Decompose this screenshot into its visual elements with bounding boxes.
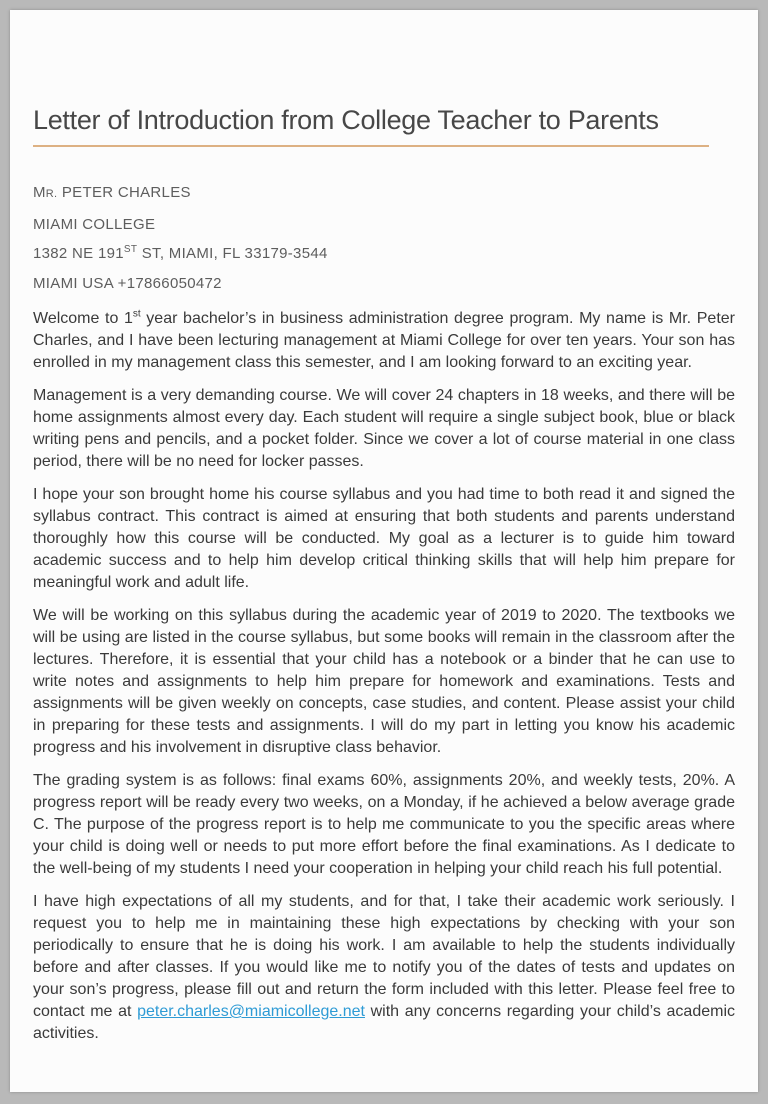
paragraph-welcome-post: year bachelor’s in business administration degree program. My name is Mr. Peter Charles, and I have been lecturing management at Miami College for over ten years. Your son has enrolled in my management class this semester, and I am looking forward to an exciting year. [33, 310, 735, 371]
paragraph-expectations-pre: I have high expectations of all my students, and for that, I take their academic work seriously. I request you to help me in maintaining these high expectations by checking with your son periodically to ensure that he is doing his work. I am available to help the students individually before and after classes. If you would like me to notify you of the dates of tests and updates on your son’s progress, please fill out and return the form included with this letter. Please feel free to contact me at [33, 893, 735, 1020]
sender-name [33, 178, 735, 210]
sender-contact: MIAMI USA +17866050472 [33, 274, 222, 292]
paragraph-expectations [33, 891, 735, 1045]
sender-college: MIAMI COLLEGE [33, 215, 156, 233]
sender-name-initial: M [33, 184, 46, 201]
letter-body [33, 308, 735, 1045]
sender-block [33, 178, 735, 298]
email-link[interactable]: peter.charles@miamicollege.net [137, 1003, 365, 1020]
sender-name-rest: PETER CHARLES [57, 184, 191, 201]
sender-address [33, 239, 735, 269]
paragraph-grading-system: The grading system is as follows: final exams 60%, assignments 20%, and weekly tests, 20%. A progress report will be ready every two weeks, on a Monday, if he achieved a below average grade C. The purpose of the progress report is to help me communicate to you the specific areas where your child is doing well or needs to put more effort before the final examinations. As I dedicate to the well-being of my students I need your cooperation in helping your child reach his full potential. [33, 772, 735, 877]
letter-page [10, 10, 758, 1092]
sender-address-ordinal: ST [123, 244, 138, 255]
title-block [33, 105, 709, 147]
document-title-text: Letter of Introduction from College Teacher to Parents [33, 105, 659, 135]
sender-name-smallcap: R. [45, 188, 58, 200]
paragraph-welcome-ordinal: st [132, 308, 141, 320]
sender-address-post: ST, MIAMI, FL 33179-3544 [137, 245, 328, 262]
sender-address-pre: 1382 NE 191 [33, 245, 124, 262]
document-title [33, 105, 709, 136]
paragraph-expectations-post: with any concerns regarding your child’s academic activities. [33, 1003, 735, 1042]
paragraph-syllabus-contract: I hope your son brought home his course syllabus and you had time to both read it and signed the syllabus contract. This contract is aimed at ensuring that both students and parents understand thoroughly how this course will be conducted. My goal as a lecturer is to guide him toward academic success and to help him develop critical thinking skills that will help him prepare for meaningful work and adult life. [33, 486, 735, 591]
paragraph-welcome [33, 308, 735, 374]
paragraph-welcome-pre: Welcome to 1 [33, 310, 133, 327]
paragraph-academic-year: We will be working on this syllabus during the academic year of 2019 to 2020. The textbooks we will be using are listed in the course syllabus, but some books will remain in the classroom after the lectures. Therefore, it is essential that your child has a notebook or a binder that he can use to write notes and assignments to help him prepare for homework and examinations. Tests and assignments will be given weekly on concepts, case studies, and content. Please assist your child in preparing for these tests and assignments. I will do my part in letting you know his academic progress and his involvement in disruptive class behavior. [33, 607, 735, 756]
paragraph-course-demands: Management is a very demanding course. We will cover 24 chapters in 18 weeks, and there will be home assignments almost every day. Each student will require a single subject book, blue or black writing pens and pencils, and a pocket folder. Since we cover a lot of course material in one class period, there will be no need for locker passes. [33, 387, 735, 470]
